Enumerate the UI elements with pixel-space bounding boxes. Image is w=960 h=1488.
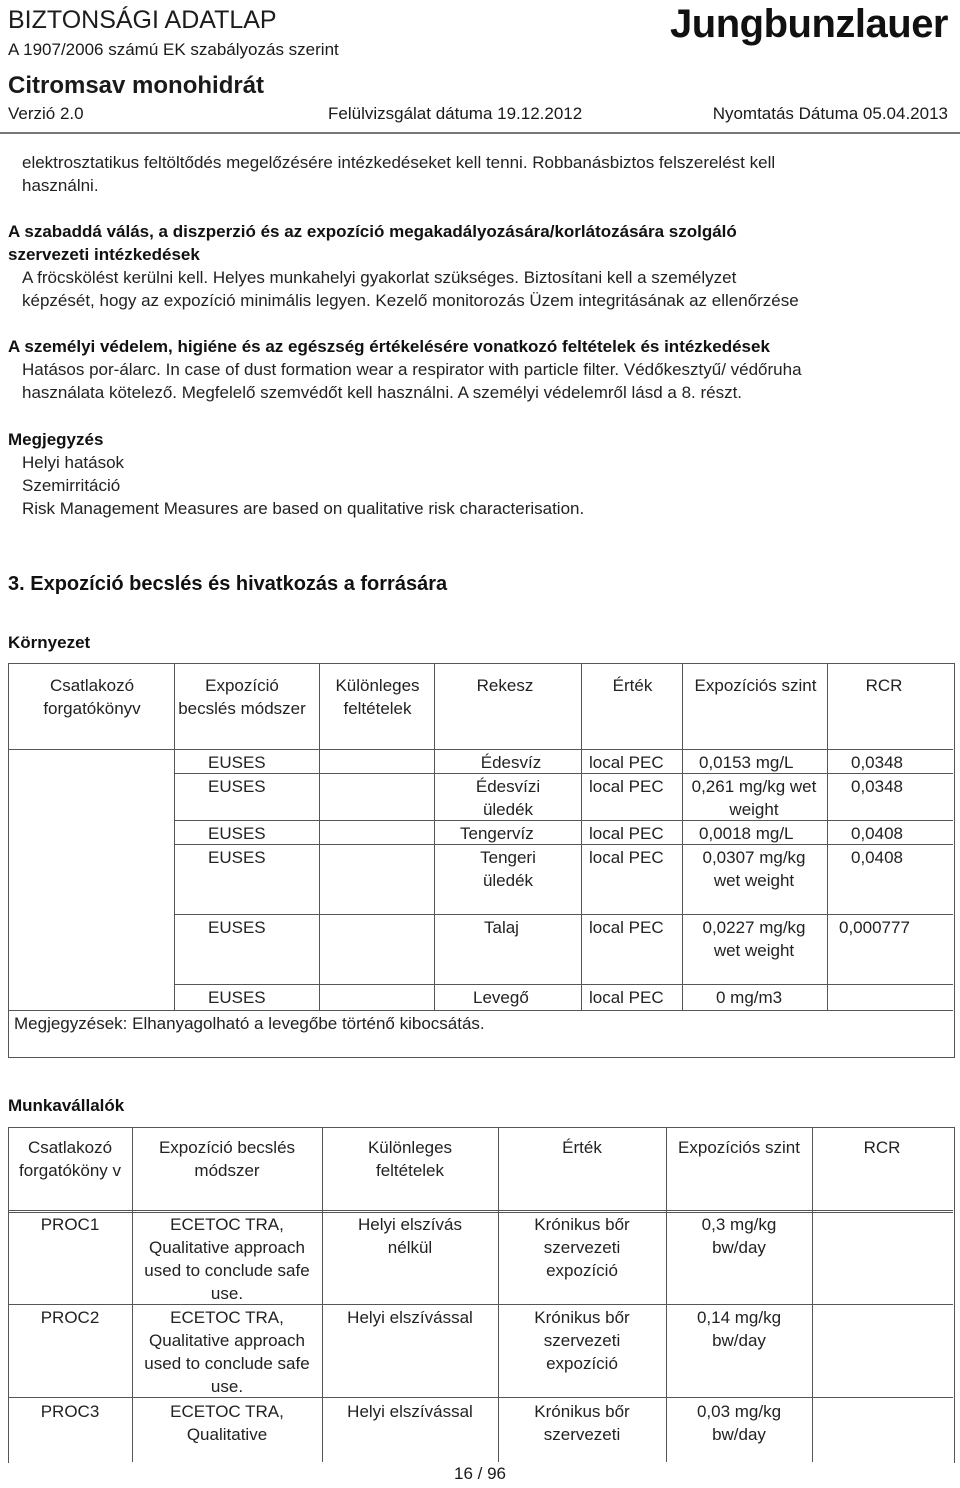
table-cell: Édesvízi üledék: [475, 777, 541, 819]
header-divider: [0, 132, 960, 134]
table-cell: 0,14 mg/kg bw/day: [696, 1308, 782, 1350]
table-cell: 0,0307 mg/kg wet weight: [702, 848, 806, 890]
remark-local-effects: Helyi hatások: [22, 453, 125, 472]
table-cell: local PEC: [589, 848, 664, 867]
table-cell: 0,0018 mg/L: [699, 824, 794, 843]
revision-date: Felülvizsgálat dátuma 19.12.2012: [328, 104, 583, 123]
work-col-header-conditions: Különleges feltételek: [367, 1138, 453, 1180]
regulation-text: A 1907/2006 számú EK szabályozás szerint: [8, 40, 339, 59]
measures-line-2: képzését, hogy az expozíció minimális legyen. Kezelő monitorozás Üzem integritásának az ellenőrzése: [22, 291, 799, 310]
heading-personal-protection: A személyi védelem, higiéne és az egészség értékelésére vonatkozó feltételek és intézkedések: [8, 337, 770, 356]
document-type-title: BIZTONSÁGI ADATLAP: [8, 6, 277, 34]
table-cell: EUSES: [208, 918, 266, 937]
table-cell: Tengervíz: [460, 824, 534, 843]
work-col-header-scenario: Csatlakozó forgatóköny v: [18, 1138, 122, 1180]
product-name: Citromsav monohidrát: [8, 72, 265, 99]
table-cell: EUSES: [208, 988, 266, 1007]
table-cell: Krónikus bőr szervezeti expozíció: [534, 1308, 630, 1373]
remark-risk-management: Risk Management Measures are based on qualitative risk characterisation.: [22, 499, 585, 518]
table-cell: Krónikus bőr szervezeti: [534, 1402, 630, 1444]
table-cell: 0,261 mg/kg wet weight: [691, 777, 817, 819]
table-cell: 0,03 mg/kg bw/day: [696, 1402, 782, 1444]
company-logo: Jungbunzlauer: [670, 2, 948, 46]
table-cell: local PEC: [589, 988, 664, 1007]
table-cell: 0,0348: [851, 777, 903, 796]
table-cell: Tengeri üledék: [480, 848, 536, 890]
heading-organisational-measures: A szabaddá válás, a diszperzió és az expozíció megakadályozására/korlátozására szolgáló: [8, 222, 737, 241]
table-cell: Helyi elszívással: [347, 1308, 473, 1327]
environment-table-remark: Megjegyzések: Elhanyagolható a levegőbe történő kibocsátás.: [14, 1014, 485, 1033]
protection-line-1: Hatásos por-álarc. In case of dust formation wear a respirator with particle filter. Védőkesztyű/ védőruha: [22, 360, 802, 379]
table-cell: local PEC: [589, 753, 664, 772]
table-cell: EUSES: [208, 777, 266, 796]
work-col-header-level: Expozíciós szint: [678, 1138, 800, 1157]
table-cell: EUSES: [208, 824, 266, 843]
col-header-method: Expozíció becslés módszer: [178, 676, 306, 718]
table-cell: local PEC: [589, 918, 664, 937]
table-cell: EUSES: [208, 848, 266, 867]
table-cell: 0,0348: [851, 753, 903, 772]
col-header-value: Érték: [612, 676, 653, 695]
table-cell: 0 mg/m3: [716, 988, 783, 1007]
table-cell: 0,0153 mg/L: [699, 753, 794, 772]
table-cell: 0,3 mg/kg bw/day: [701, 1215, 777, 1257]
intro-line-1: elektrosztatikus feltöltődés megelőzésére intézkedéseket kell tenni. Robbanásbiztos felszerelést kell: [22, 153, 776, 172]
table-cell: local PEC: [589, 777, 664, 796]
table-cell: Levegő: [473, 988, 529, 1007]
heading-organisational-measures-cont: szervezeti intézkedések: [8, 245, 200, 264]
table-cell: ECETOC TRA, Qualitative approach used to conclude safe use.: [144, 1308, 310, 1396]
col-header-conditions: Különleges feltételek: [335, 676, 420, 718]
table-cell: local PEC: [589, 824, 664, 843]
table-cell: EUSES: [208, 753, 266, 772]
table-cell: 0,000777: [839, 918, 910, 937]
table-cell: Krónikus bőr szervezeti expozíció: [534, 1215, 630, 1280]
table-cell: Édesvíz: [480, 753, 542, 772]
intro-line-2: használni.: [22, 176, 99, 195]
col-header-rcr: RCR: [865, 676, 903, 695]
table-cell: ECETOC TRA, Qualitative: [170, 1402, 284, 1444]
heading-remark: Megjegyzés: [8, 430, 104, 449]
col-header-compartment: Rekesz: [476, 676, 534, 695]
environment-heading: Környezet: [8, 633, 91, 652]
measures-line-1: A fröcskölést kerülni kell. Helyes munkahelyi gyakorlat szükséges. Biztosítani kell a személyzet: [22, 268, 737, 287]
page-number: 16 / 96: [454, 1464, 506, 1483]
work-col-header-method: Expozíció becslés módszer: [158, 1138, 296, 1180]
table-cell: 0,0408: [851, 824, 903, 843]
remark-eye-irritation: Szemirritáció: [22, 476, 121, 495]
table-cell: PROC2: [40, 1308, 100, 1327]
table-cell: Helyi elszívással: [347, 1402, 473, 1421]
table-cell: Helyi elszívás nélkül: [358, 1215, 462, 1257]
table-cell: Talaj: [484, 918, 519, 937]
table-cell: PROC1: [40, 1215, 100, 1234]
col-header-scenario: Csatlakozó forgatókönyv: [43, 676, 141, 718]
workers-heading: Munkavállalók: [8, 1096, 125, 1115]
table-cell: 0,0227 mg/kg wet weight: [702, 918, 806, 960]
table-cell: 0,0408: [851, 848, 903, 867]
col-header-level: Expozíciós szint: [694, 676, 817, 695]
work-col-header-value: Érték: [562, 1138, 602, 1157]
table-cell: PROC3: [40, 1402, 100, 1421]
version-label: Verzió 2.0: [8, 104, 84, 123]
section-3-heading: 3. Expozíció becslés és hivatkozás a forrására: [8, 573, 448, 595]
table-cell: ECETOC TRA, Qualitative approach used to conclude safe use.: [144, 1215, 310, 1303]
work-col-header-rcr: RCR: [863, 1138, 901, 1157]
print-date: Nyomtatás Dátuma 05.04.2013: [712, 104, 948, 123]
protection-line-2: használata kötelező. Megfelelő szemvédőt kell használni. A személyi védelemről lásd a 8. részt.: [22, 383, 743, 402]
